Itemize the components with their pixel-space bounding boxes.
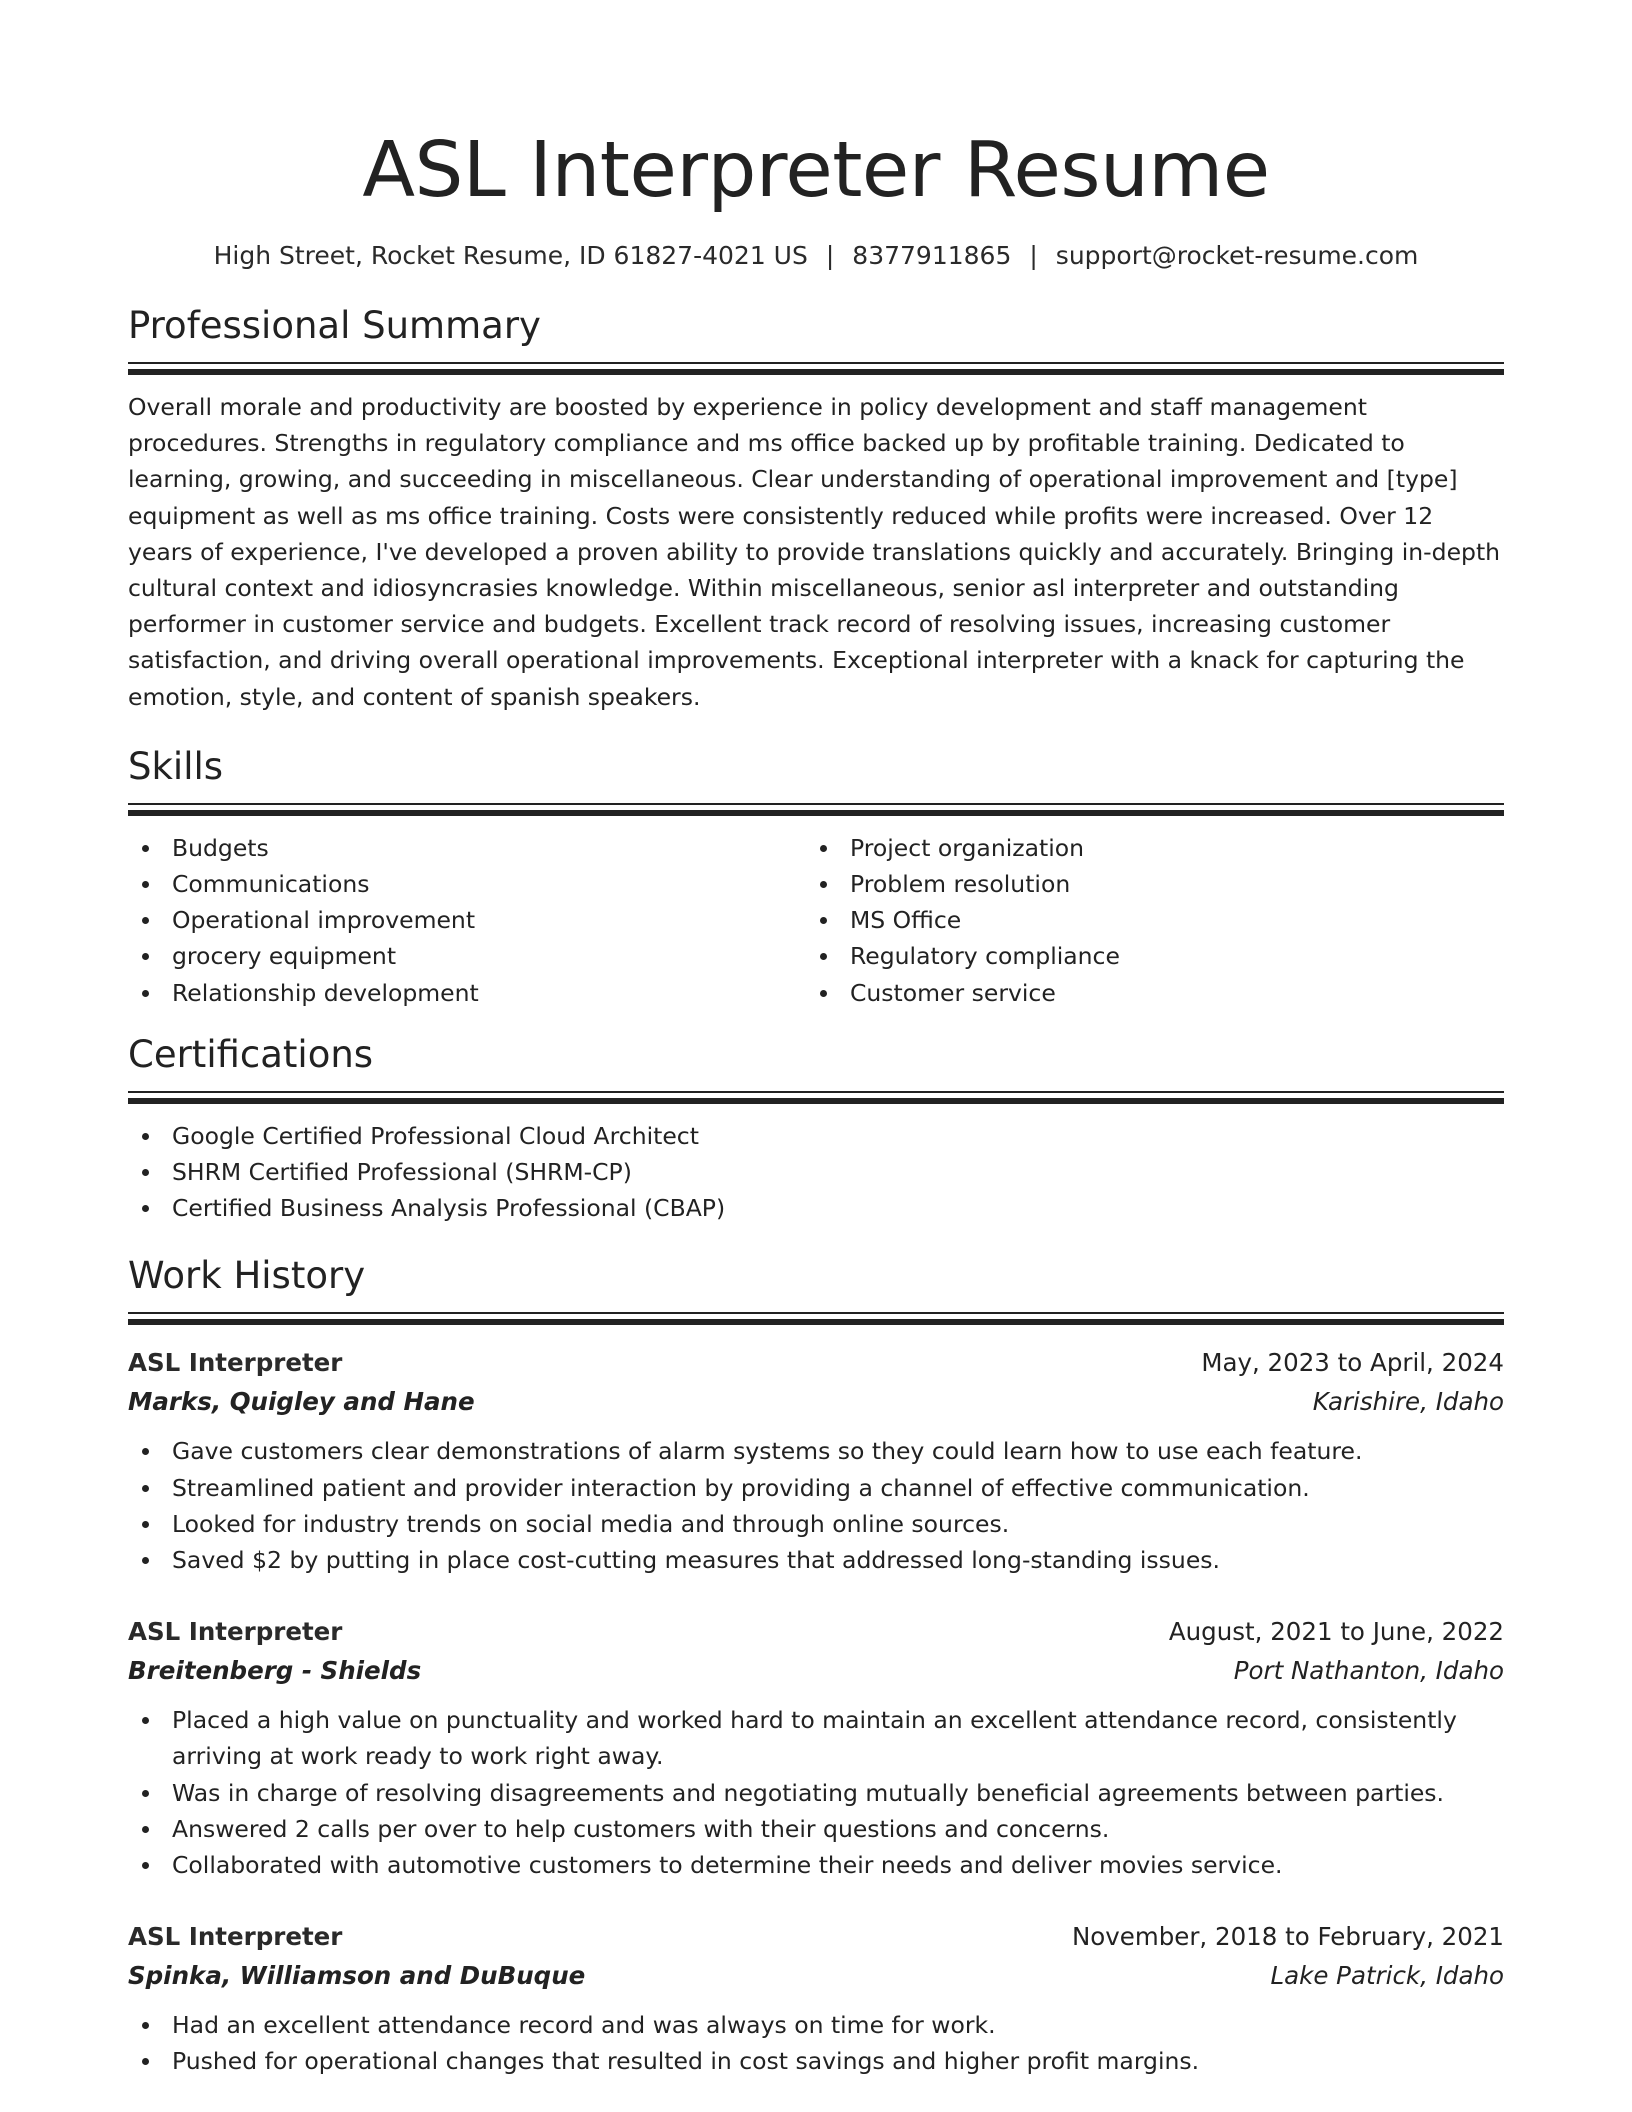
contact-separator: | bbox=[825, 241, 835, 270]
job-company-row bbox=[128, 1382, 1504, 1421]
section-divider bbox=[128, 1312, 1504, 1325]
job-bullets bbox=[128, 1433, 1504, 1578]
skills-list-right bbox=[806, 830, 1484, 1011]
job-title: ASL Interpreter bbox=[128, 1922, 343, 1952]
section-divider bbox=[128, 362, 1504, 375]
contact-line bbox=[128, 238, 1504, 274]
certification-item: SHRM Certified Professional (SHRM-CP) bbox=[128, 1154, 1504, 1190]
contact-address: High Street, Rocket Resume, ID 61827-4021 US bbox=[213, 241, 808, 270]
skills-columns bbox=[128, 830, 1504, 1011]
contact-phone: 8377911865 bbox=[852, 241, 1012, 270]
skill-item: Problem resolution bbox=[806, 866, 1484, 902]
certifications-section bbox=[128, 1031, 1504, 1227]
job-location: Port Nathanton, Idaho bbox=[1233, 1656, 1504, 1686]
job-dates: November, 2018 to February, 2021 bbox=[1071, 1922, 1504, 1952]
job-bullet: Pushed for operational changes that resulted in cost savings and higher profit margins. bbox=[128, 2043, 1504, 2079]
job-bullet: Answered 2 calls per over to help customers with their questions and concerns. bbox=[128, 1811, 1504, 1847]
job-company-row bbox=[128, 1956, 1504, 1995]
job-header-row bbox=[128, 1612, 1504, 1651]
job-bullet: Collaborated with automotive customers to determine their needs and deliver movies service. bbox=[128, 1847, 1504, 1883]
job-dates: May, 2023 to April, 2024 bbox=[1201, 1348, 1504, 1378]
skill-item: Budgets bbox=[128, 830, 806, 866]
skill-item: Operational improvement bbox=[128, 902, 806, 938]
job-header-row bbox=[128, 1343, 1504, 1382]
professional-summary-section bbox=[128, 302, 1504, 715]
job-company: Breitenberg - Shields bbox=[128, 1656, 422, 1686]
skill-item: Communications bbox=[128, 866, 806, 902]
job-dates: August, 2021 to June, 2022 bbox=[1168, 1617, 1504, 1647]
job-entry bbox=[128, 1343, 1504, 1578]
job-company: Marks, Quigley and Hane bbox=[128, 1387, 475, 1417]
section-heading-certifications: Certifications bbox=[128, 1032, 374, 1076]
skills-list-left bbox=[128, 830, 806, 1011]
certification-item: Certified Business Analysis Professional (CBAP) bbox=[128, 1190, 1504, 1226]
job-bullet: Gave customers clear demonstrations of alarm systems so they could learn how to use each feature. bbox=[128, 1433, 1504, 1469]
summary-text: Overall morale and productivity are boosted by experience in policy development and staff management procedures. Strengths in regulatory compliance and ms office backed up by profitable training. Dedicated to learning, growing, and succeeding in miscellaneous. Clear understanding of operational improvement and [type] equipment as well as ms office training. Costs were consistently reduced while profits were increased. Over 12 years of experience, I've developed a proven ability to provide translations quickly and accurately. Bringing in-depth cultural context and idiosyncrasies knowledge. Within miscellaneous, senior asl interpreter and outstanding performer in customer service and budgets. Excellent track record of resolving issues, increasing customer satisfaction, and driving overall operational improvements. Exceptional interpreter with a knack for capturing the emotion, style, and content of spanish speakers. bbox=[128, 393, 1501, 711]
section-divider bbox=[128, 803, 1504, 816]
section-heading-work-history: Work History bbox=[128, 1254, 366, 1298]
job-location: Lake Patrick, Idaho bbox=[1270, 1961, 1504, 1991]
skill-item: Regulatory compliance bbox=[806, 938, 1484, 974]
contact-email: support@rocket-resume.com bbox=[1055, 241, 1419, 270]
job-entry bbox=[128, 1612, 1504, 1883]
skill-item: Project organization bbox=[806, 830, 1484, 866]
skills-section bbox=[128, 743, 1504, 1011]
certifications-list bbox=[128, 1118, 1504, 1227]
job-bullet: Saved $2 by putting in place cost-cutting measures that addressed long-standing issues. bbox=[128, 1542, 1504, 1578]
skill-item: Relationship development bbox=[128, 975, 806, 1011]
job-location: Karishire, Idaho bbox=[1312, 1387, 1504, 1417]
job-company: Spinka, Williamson and DuBuque bbox=[128, 1961, 586, 1991]
job-bullet: Placed a high value on punctuality and worked hard to maintain an excellent attendance record, consistently arriving at work ready to work right away. bbox=[128, 1702, 1504, 1774]
section-heading-summary: Professional Summary bbox=[128, 304, 541, 347]
resume-title: ASL Interpreter Resume bbox=[362, 126, 1270, 215]
skill-item: Customer service bbox=[806, 975, 1484, 1011]
resume-content bbox=[128, 122, 1504, 2080]
certification-item: Google Certified Professional Cloud Architect bbox=[128, 1118, 1504, 1154]
section-divider bbox=[128, 1091, 1504, 1104]
job-title: ASL Interpreter bbox=[128, 1617, 343, 1647]
job-bullet: Streamlined patient and provider interaction by providing a channel of effective communication. bbox=[128, 1470, 1504, 1506]
job-bullet: Was in charge of resolving disagreements and negotiating mutually beneficial agreements between parties. bbox=[128, 1775, 1504, 1811]
job-bullet: Had an excellent attendance record and was always on time for work. bbox=[128, 2007, 1504, 2043]
job-bullet: Looked for industry trends on social media and through online sources. bbox=[128, 1506, 1504, 1542]
job-bullets bbox=[128, 2007, 1504, 2079]
job-entry bbox=[128, 1917, 1504, 2079]
work-history-section bbox=[128, 1252, 1504, 2079]
section-heading-skills: Skills bbox=[128, 744, 224, 788]
skill-item: MS Office bbox=[806, 902, 1484, 938]
job-company-row bbox=[128, 1651, 1504, 1690]
job-bullets bbox=[128, 1702, 1504, 1883]
job-title: ASL Interpreter bbox=[128, 1348, 343, 1378]
job-header-row bbox=[128, 1917, 1504, 1956]
skill-item: grocery equipment bbox=[128, 938, 806, 974]
contact-separator: | bbox=[1029, 241, 1038, 270]
